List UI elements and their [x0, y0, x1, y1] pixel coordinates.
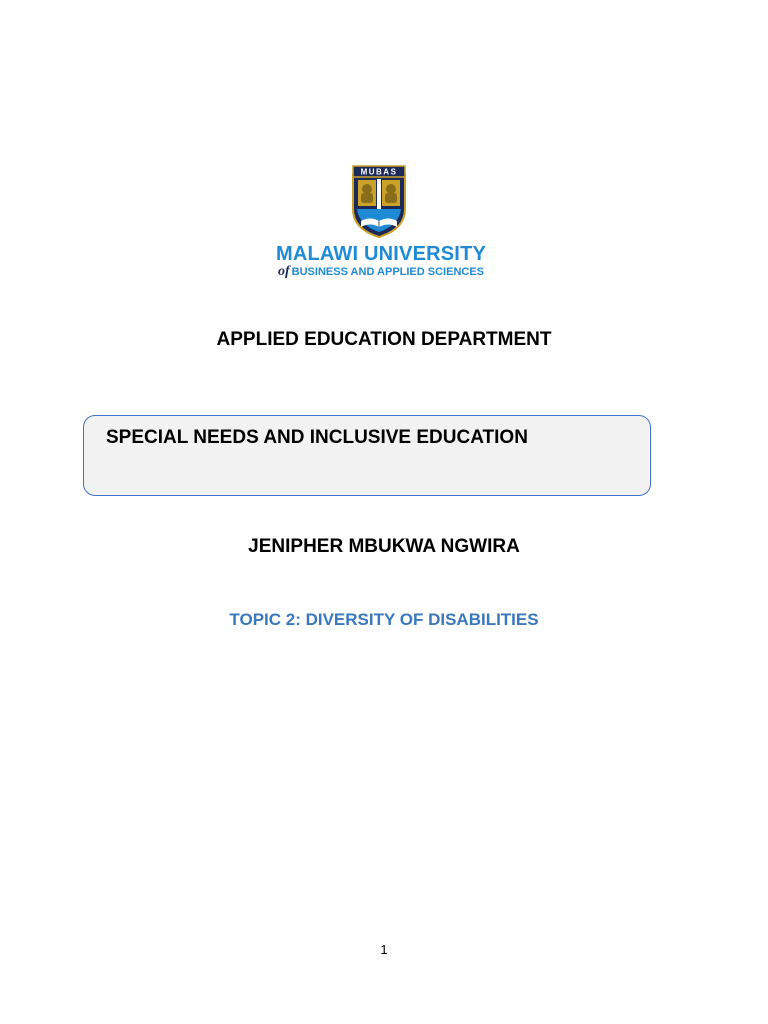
- crest-icon: [351, 165, 407, 239]
- university-name: MALAWI UNIVERSITY: [275, 243, 487, 265]
- course-title-box: [83, 415, 651, 496]
- department-heading: APPLIED EDUCATION DEPARTMENT: [216, 329, 552, 350]
- university-subtitle: [270, 264, 492, 280]
- crest-text: MUBAS: [360, 167, 398, 177]
- university-logo: [262, 163, 492, 281]
- page-number: 1: [380, 942, 388, 957]
- topic-heading: TOPIC 2: DIVERSITY OF DISABILITIES: [229, 610, 539, 629]
- author-name: JENIPHER MBUKWA NGWIRA: [248, 536, 520, 557]
- university-of-word: of: [278, 264, 290, 279]
- university-subtitle-text: BUSINESS AND APPLIED SCIENCES: [291, 266, 484, 278]
- course-title: SPECIAL NEEDS AND INCLUSIVE EDUCATION: [106, 427, 528, 448]
